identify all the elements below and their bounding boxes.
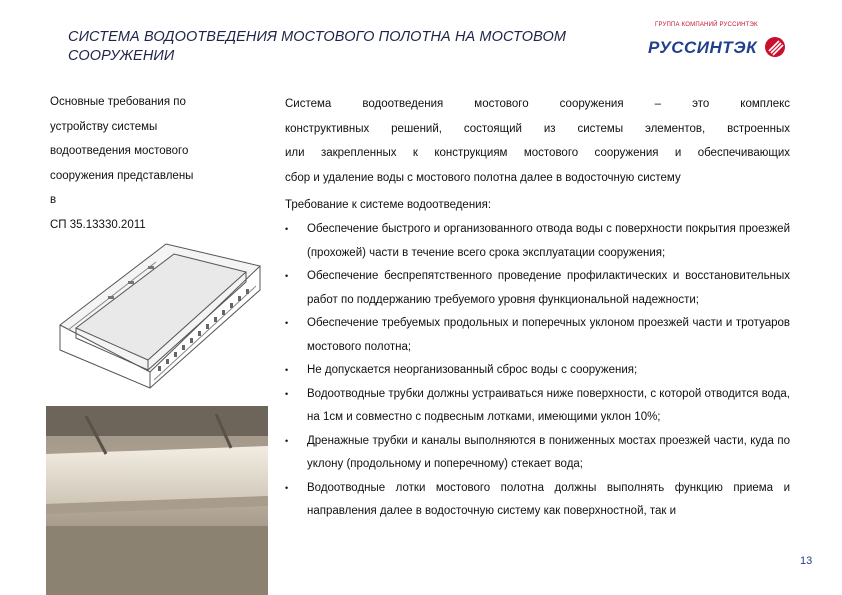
left-line: сооружения представлены — [50, 169, 194, 182]
left-line: Основные требования по — [50, 96, 186, 108]
list-item — [285, 218, 790, 265]
logo-mark-icon — [764, 36, 786, 58]
definition-line: сбор и удаление воды с мостового полотна далее в водосточную систему — [285, 171, 681, 184]
list-item-text: Дренажные трубки и каналы выполняются в пониженных мостах проезжей части, куда по уклону (продольному и поперечному) стекает вода; — [307, 434, 790, 470]
page-number: 13 — [800, 555, 813, 567]
bullet-icon: • — [285, 271, 289, 281]
slide-title: СИСТЕМА ВОДООТВЕДЕНИЯ МОСТОВОГО ПОЛОТНА НА МОСТОВОМ СООРУЖЕНИИ — [68, 29, 567, 64]
definition-line: конструктивных решений, состоящий из системы элементов, встроенных — [285, 122, 790, 135]
list-item — [285, 430, 790, 477]
logo-tagline: ГРУППА КОМПАНИЙ РУССИНТЭК — [655, 22, 758, 28]
list-item — [285, 477, 790, 524]
left-line: водоотведения мостового — [50, 145, 189, 157]
bullet-icon: • — [285, 365, 289, 375]
definition-line: Система водоотведения мостового сооружения – это комплекс — [285, 98, 790, 110]
drainage-channel-drawing — [46, 230, 268, 393]
list-item-text: Обеспечение беспрепятственного проведение профилактических и восстановительных работ по поддержанию требуемого уровня функциональной надежности; — [307, 270, 790, 306]
left-requirements-text — [50, 92, 250, 239]
list-item-text: Обеспечение быстрого и организованного отвода воды с поверхности покрытия проезжей (прохожей) части в течение всего срока эксплуатации сооружения; — [307, 223, 790, 259]
list-item-text: Не допускается неорганизованный сброс воды с сооружения; — [307, 364, 638, 376]
bullet-icon: • — [285, 388, 289, 399]
list-item-text: Водоотводные трубки должны устраиваться ниже поверхности, с которой отводится вода, на 1см и совместно с подвесным лотками, имеющими уклон 10%; — [307, 387, 790, 423]
drainage-trough-photo — [46, 406, 268, 595]
requirements-heading: Требование к системе водоотведения: — [285, 199, 492, 211]
list-item-text: Обеспечение требуемых продольных и поперечных уклоном проезжей части и тротуаров мостового полотна; — [307, 317, 790, 353]
list-item — [285, 359, 790, 383]
list-item — [285, 265, 790, 312]
bullet-icon: • — [285, 224, 289, 234]
list-item-text: Водоотводные лотки мостового полотна должны выполнять функцию приема и направления далее в водосточную систему как поверхностной, так и — [307, 481, 790, 517]
left-line: в — [50, 194, 57, 206]
left-line: устройству системы — [50, 120, 158, 133]
bullet-icon: • — [285, 435, 289, 446]
list-item — [285, 383, 790, 430]
list-item — [285, 312, 790, 359]
bullet-icon: • — [285, 482, 289, 493]
bullet-icon: • — [285, 318, 289, 328]
right-content — [285, 92, 790, 524]
logo-name: РУССИНТЭК — [648, 38, 758, 57]
definition-line: или закрепленных к конструкциям мостового сооружения и обеспечивающих — [285, 147, 790, 159]
requirements-list — [285, 218, 790, 524]
left-line: СП 35.13330.2011 — [50, 218, 146, 231]
